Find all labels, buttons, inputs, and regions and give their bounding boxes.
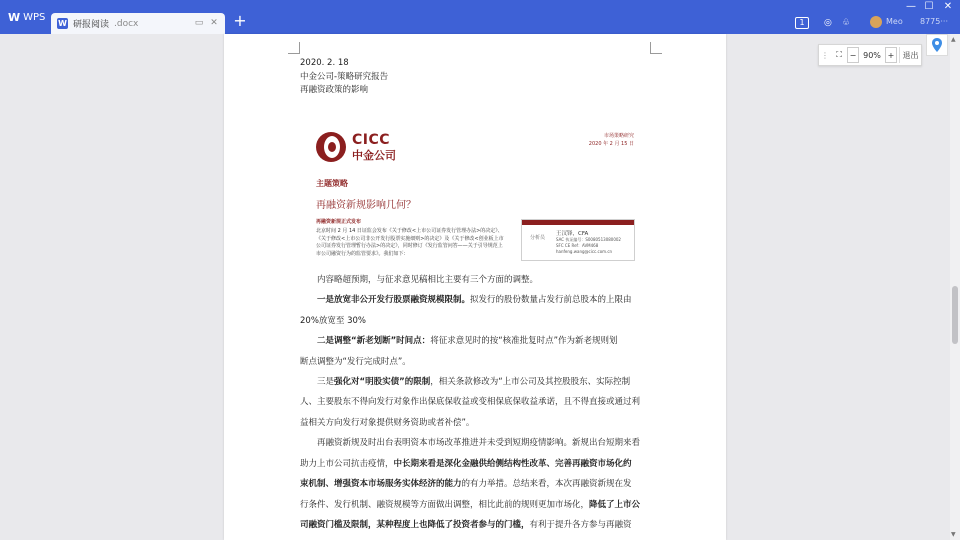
subheading: 再融资新规正式发布 xyxy=(316,219,362,225)
paragraph-3-cont: 断点调整为“发行完成时点”。 xyxy=(300,357,411,367)
app-name: WPS xyxy=(23,11,46,23)
topic-label: 主题策略 xyxy=(316,179,348,188)
zoom-in-button[interactable]: + xyxy=(885,47,897,63)
tab-close-icon[interactable]: ✕ xyxy=(210,18,218,28)
scroll-down-icon[interactable]: ▼ xyxy=(951,531,956,538)
location-pin-icon xyxy=(927,35,947,55)
headline: 再融资新规影响几何？ xyxy=(316,200,416,211)
brand-en: CICC xyxy=(352,132,391,148)
paragraph-4: 三是强化对“明股实债”的限制，相关条款修改为“上市公司及其控股股东、实际控制 xyxy=(317,377,631,387)
tab-extension: .docx xyxy=(114,18,139,29)
paragraph-5-line4: 行条件、发行机制、融资规模等方面做出调整，相比此前的规则更加市场化，降低了上市公 xyxy=(300,500,641,510)
exit-button[interactable]: 退出 xyxy=(899,47,921,63)
skin-icon[interactable]: ◎ xyxy=(824,18,832,28)
report-date: 2020. 2. 18 xyxy=(300,58,349,68)
analyst-card xyxy=(521,219,635,261)
paragraph-5-line3: 束机制、增强资本市场服务实体经济的能力的有力举措。总结来看，本次再融资新规在发 xyxy=(300,479,632,489)
scroll-thumb[interactable] xyxy=(952,286,958,344)
document-icon: W xyxy=(58,19,67,28)
paragraph-4-line3: 益相关方向发行对象提供财务资助或者补偿”。 xyxy=(300,418,475,428)
fit-page-icon[interactable]: ⛶ xyxy=(836,50,842,59)
wps-logo-icon: W xyxy=(8,10,20,24)
maximize-button[interactable]: ☐ xyxy=(924,1,934,12)
user-id: 8775··· xyxy=(920,17,948,26)
paragraph-5-line5: 司融资门槛及限制，某种程度上也降低了投资者参与的门槛，有利于提升各方参与再融资 xyxy=(300,520,632,530)
avatar[interactable] xyxy=(870,16,882,28)
report-meta: 市场策略研究 2020 年 2 月 15 日 xyxy=(588,133,634,147)
analyst-label: 分析员 xyxy=(530,235,546,241)
document-tab[interactable] xyxy=(51,13,225,34)
vertical-scrollbar[interactable] xyxy=(950,34,960,540)
paragraph-2: 一是放宽非公开发行股票融资规模限制。拟发行的股份数量占发行前总股本的上限由 xyxy=(317,295,632,305)
paragraph-3: 二是调整“新老划断”时间点：将征求意见时的按“核准批复时点”作为新老规则划 xyxy=(317,336,618,346)
user-name[interactable]: Meo xyxy=(886,17,903,26)
scroll-up-icon[interactable]: ▲ xyxy=(951,36,956,43)
tab-title: 研报阅读 xyxy=(73,20,110,30)
minimize-button[interactable]: — xyxy=(906,1,916,12)
report-cover-image xyxy=(312,126,638,266)
zoom-toolbar xyxy=(818,44,922,66)
brand-cn: 中金公司 xyxy=(352,149,396,162)
margin-mark-top-left xyxy=(288,42,300,54)
paragraph-2-cont: 20%放宽至 30% xyxy=(300,316,366,326)
new-tab-button[interactable]: + xyxy=(233,11,247,30)
gift-icon[interactable]: ♧ xyxy=(842,18,851,28)
paragraph-1: 内容略超预期，与征求意见稿相比主要有三个方面的调整。 xyxy=(317,275,539,285)
zoom-level: 90% xyxy=(863,50,881,60)
document-page xyxy=(224,34,726,540)
tab-window-icon[interactable]: ▭ xyxy=(194,18,204,28)
title-bar xyxy=(0,0,960,34)
cicc-logo-icon xyxy=(316,132,346,162)
paragraph-5: 再融资新规及时出台表明资本市场改革推进并未受到短期疫情影响。新规出台短期来看 xyxy=(317,438,641,448)
cover-body: 北京时间 2 月 14 日证监会发布《关于修改<上市公司证券发行管理办法>的决定》、《关于修改<上市公司非公开发行股票实施细则>的决定》及《关于修改<创业板上市公司证券发行管理暂行办法>的决定》，同时修订《发行监管问答——关于引导规范上市公司融资行为的监管要求》。我们如下： xyxy=(316,228,504,257)
location-panel-button[interactable] xyxy=(926,34,948,56)
close-button[interactable]: ✕ xyxy=(943,1,953,12)
margin-mark-top-right xyxy=(650,42,662,54)
drag-handle-icon[interactable]: ⋮ xyxy=(821,50,829,60)
zoom-out-button[interactable]: − xyxy=(847,47,859,63)
wps-home[interactable] xyxy=(8,9,45,25)
paragraph-4-line2: 人、主要股东不得向发行对象作出保底保收益或变相保底保收益承诺，且不得直接或通过利 xyxy=(300,397,641,407)
paragraph-5-line2: 助力上市公司抗击疫情，中长期来看是深化金融供给侧结构性改革、完善再融资市场化约 xyxy=(300,459,632,469)
analyst-name: 王汉锋，CFA xyxy=(556,231,589,237)
report-source: 中金公司-策略研究报告 xyxy=(300,72,389,82)
report-topic: 再融资政策的影响 xyxy=(300,85,369,95)
analyst-contact: SAC 执证编号：S0080513080002 SFC CE Ref：AVM468 hanfeng.wang@cicc.com.cn xyxy=(556,237,621,254)
tab-count-badge[interactable]: 1 xyxy=(795,17,809,29)
